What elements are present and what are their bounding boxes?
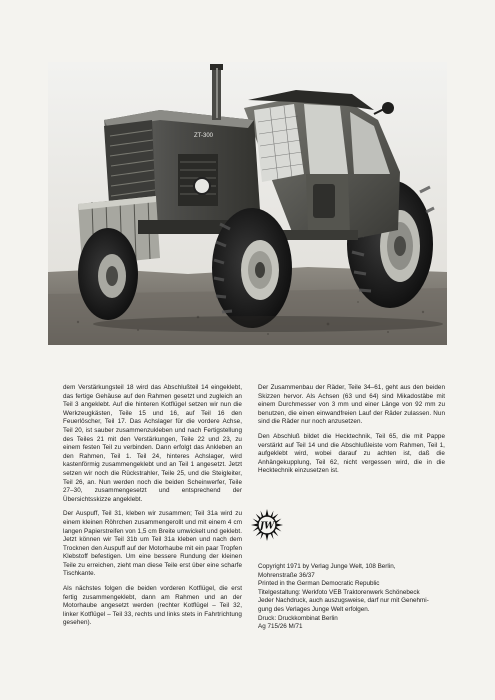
paragraph: Den Abschluß bildet die Hecktechnik, Teil 65, die mit Pappe verstärkt auf Teil 14 und die Abschlußleiste vom Rahmen, Teil 1, aufgeklebt wird, wobei darauf zu achten ist, daß die Anhängekupplung, Teil 62, nicht vergessen wird, die in die Hecktechnik einzusetzen ist. — [258, 432, 445, 475]
tractor-badge: ZT-300 — [194, 133, 214, 139]
imprint-line: Printed in the German Democratic Republic — [258, 580, 380, 588]
tractor-photo — [48, 62, 447, 345]
front-wheel — [78, 228, 138, 320]
sun-logo-icon — [250, 508, 284, 542]
front-wheel-near — [212, 208, 292, 328]
imprint-line: gung des Verlages Junge Welt erfolgen. — [258, 605, 370, 613]
paragraph: Als nächstes folgen die beiden vorderen Kotflügel, die erst fertig zusammengeklebt, dann am Rahmen und an der Motorhaube angesetzt werden (rechter Kotflügel – Teil 32, linker Kotflügel – Teil 33, rechts und links stets in Fahrtrichtung gesehen). — [63, 585, 242, 627]
imprint-line: Titelgestaltung: Werkfoto VEB Traktorenwerk Schönebeck — [258, 588, 420, 596]
logo-text: JW — [259, 521, 275, 532]
imprint — [258, 563, 448, 632]
left-text-column — [63, 384, 242, 628]
imprint-line: Jeder Nachdruck, auch auszugsweise, darf nur mit Genehmi- — [258, 597, 429, 605]
publisher-logo — [250, 508, 284, 542]
tractor-illustration — [48, 62, 447, 345]
imprint-line: Ag 715/26 M/71 — [258, 623, 303, 631]
imprint-line: Copyright 1971 by Verlag Junge Welt, 108 Berlin, — [258, 563, 396, 570]
imprint-line: Druck: Druckkombinat Berlin — [258, 614, 338, 622]
paragraph: Der Zusammenbau der Räder, Teile 34–61, geht aus den beiden Skizzen hervor. Als Achsen (63 und 64) sind Mikadostäbe mit einem Durchmesser von 3 mm und einer Länge von 92 mm zu benutzen, die einen einwandfreien Lauf der Räder zulassen. Nun sind die Räder nur noch anzusetzen. — [258, 384, 445, 426]
paragraph: dem Verstärkungsteil 18 wird das Abschlußteil 14 eingeklebt, das fertige Gehäuse auf den Rahmen gesetzt und zugleich an Teil 3 angeklebt. Auf die hinteren Kotflügel setzen wir nun die Werkzeugkästen, Teile 15 und 16, auf Teil 16 den Feuerlöscher, Teil 17. Das Achslager für die vordere Achse, Teil 20, ist sauber zusammenzukleben und nach Fertigstellung des Teiles 21 mit den Verstärkungen, Teile 22 und 23, zu einem festen Teil zu verbinden. Dann erfolgt das Ankleben an den Rahmen, Teil 1. Teil 24, hinteres Achslager, wird kastenförmig zusammengeklebt und an Teil 1 angesetzt. Jetzt setzen wir noch die Rückstrahler, Teile 25, und die Steigleiter, Teil 26, an. Nun werden noch die beiden Scheinwerfer, Teile 27–30, zusammengesetzt und entsprechend der Übersichtsskizze angeklebt. — [63, 384, 242, 503]
imprint-line: Mohrenstraße 36/37 — [258, 571, 315, 579]
paragraph: Der Auspuff, Teil 31, kleben wir zusammen; Teil 31a wird zu einem kleinen Röhrchen zusammengerollt und mit einem 4 cm langen Papierstreifen von 1,5 cm Breite umwickelt und geklebt. Jetzt können wir Teil 31b um Teil 31a kleben und nach dem Trocknen den Auspuff auf der Motorhaube mit ein paar Tropfen Klebstoff befestigen. Um eine bessere Rundung der kleinen Teile zu erreichen, zieht man diese Teile erst über eine scharfe Tischkante. — [63, 510, 242, 578]
right-text-column — [258, 384, 445, 476]
